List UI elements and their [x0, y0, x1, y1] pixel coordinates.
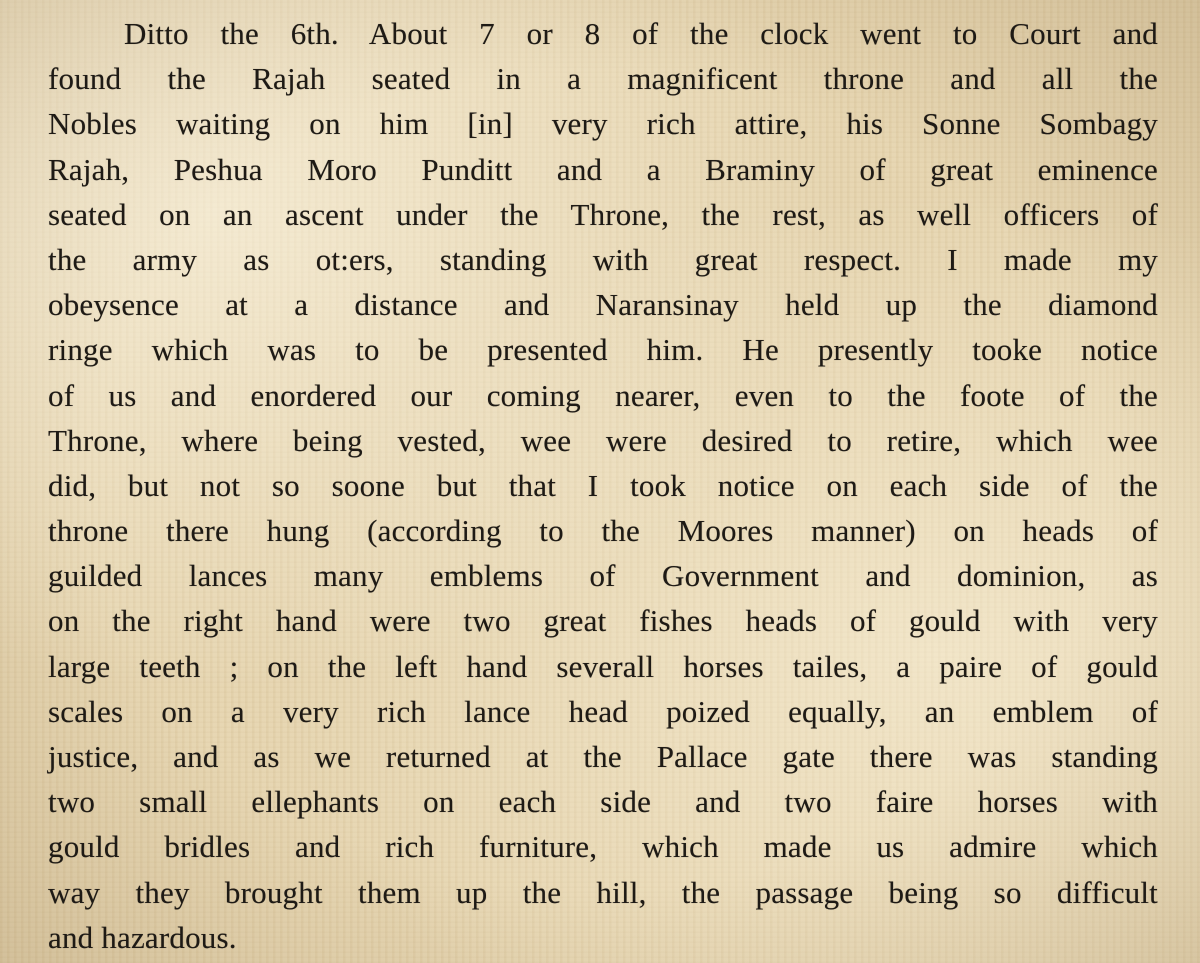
- text-line: the army as ot:ers, standing with great respect. I made my: [48, 241, 1158, 277]
- text-line: two small ellephants on each side and two faire horses with: [48, 784, 1158, 820]
- text-line: found the Rajah seated in a magnificent throne and all the: [48, 61, 1158, 97]
- text-line: and hazardous.: [48, 919, 237, 955]
- text-line: of us and enordered our coming nearer, even to the foote of the: [48, 377, 1158, 413]
- text-line: large teeth ; on the left hand severall horses tailes, a paire of gould: [48, 648, 1158, 684]
- text-line: way they brought them up the hill, the passage being so difficult: [48, 874, 1158, 910]
- text-line: Rajah, Peshua Moro Punditt and a Braminy of great eminence: [48, 151, 1158, 187]
- text-line: throne there hung (according to the Moores manner) on heads of: [48, 513, 1158, 549]
- text-line: Nobles waiting on him [in] very rich attire, his Sonne Sombagy: [48, 106, 1158, 142]
- text-line: guilded lances many emblems of Government and dominion, as: [48, 558, 1158, 594]
- text-line: justice, and as we returned at the Pallace gate there was standing: [48, 739, 1158, 774]
- text-line: scales on a very rich lance head poized equally, an emblem of: [48, 693, 1158, 729]
- text-line: did, but not so soone but that I took notice on each side of the: [48, 467, 1158, 503]
- text-line: obeysence at a distance and Naransinay held up the diamond: [48, 287, 1158, 323]
- text-line: on the right hand were two great fishes heads of gould with very: [48, 603, 1158, 639]
- text-line: gould bridles and rich furniture, which made us admire which: [48, 829, 1158, 865]
- text-line: Ditto the 6th. About 7 or 8 of the clock went to Court and: [124, 16, 1158, 51]
- text-line: ringe which was to be presented him. He presently tooke notice: [48, 332, 1158, 368]
- document-paragraph: [48, 11, 1158, 960]
- text-line: seated on an ascent under the Throne, the rest, as well officers of: [48, 196, 1158, 232]
- text-line: Throne, where being vested, wee were desired to retire, which wee: [48, 422, 1158, 458]
